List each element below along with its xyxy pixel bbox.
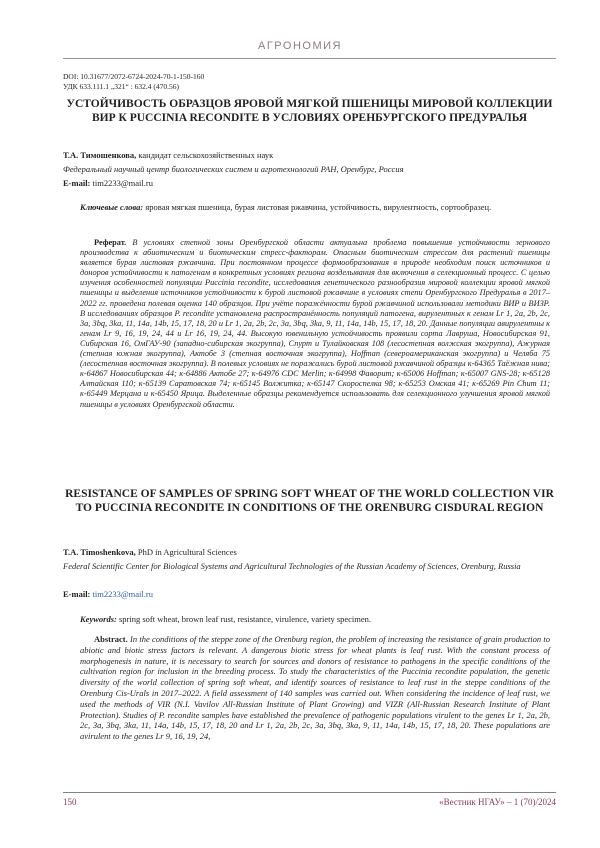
- section-header: АГРОНОМИЯ: [258, 40, 342, 52]
- affiliation-en: Federal Scientific Center for Biological Systems and Agricultural Technologies of the Russian Academy of Sciences, Orenburg, Russia: [63, 561, 521, 571]
- abstract-text-ru: В условиях степной зоны Оренбургской области актуальна проблема повышения устойчивости зернового производства к абиотическим и биотическим стресс-факторам. Опасным биотическим стрессом для растений пшеницы является бурая листовая ржавчина. При постоянном процессе формообразования в природе необходим поиск источников и доноров устойчивости к патогенам в конкретных условиях региона возделывания для включения в селекционный процесс. С целью изучения особенностей популяции Puccinia recondite, исследования генетического разнообразия мировой коллекции яровой мягкой пшеницы и выделения источников устойчивости к бурой листовой ржавчине в условиях степи Оренбургского Предуралья в 2017–2022 гг. проведена полевая оценка 140 образцов. При учёте поражённости бурой ржавчиной использовали методики ВИР и ВИЗР. В исследованиях образцов P. recondite установлена распространённость популяций патогена, вирулентных к генам Lr 1, 2a, 2b, 2c, 3a, 3bq, 3ka, 11, 14a, 14b, 15, 17, 18, 20 и Lr 1, 2a, 2b, 2c, 3a, 3bq, 3ka, 9, 11, 14a, 14b, 15, 17, 18, 20. Данные популяции авирулентны к генам Lr 9, 16, 19, 24, 44 и Lr 16, 19, 24, 44. Высокую ювенильную устойчивость проявили сорта Лавруша, Новосибирская 91, Сибирская 16, ОмГАУ-90 (западно-сибирская экогруппа), Спурт и Тулайковская 108 (лесостепная волжская экогруппа), Ажурная (степная южная экогруппа), Актобе 3 (степная восточная экогруппа), Hoffman (североамериканская экогруппа) и Челяба 75 (лесостепная восточная экогруппа). В полевых условиях не поражались бурой листовой ржавчиной образцы к-64365 Таёжная нива; к-64867 Новосибирская 44; к-64886 Актобе 27; к-64976 CDC Merlin; к-64998 Фаворит; к-65006 Hoffman; к-65007 GNS-28; к-65128 Алтайская 110; к-65139 Саратовская 74; к-65145 Волжитка; к-65147 Скороспелка 98; к-65253 Омская 41; к-65269 Pin Chum 11; к-65449 Мерцана и к-65450 Ярица. Выделенные образцы рекомендуется использовать для селекционного улучшения яровой мягкой пшеницы в условиях Оренбургской области.: [80, 238, 550, 409]
- email-link-en[interactable]: tim2233@mail.ru: [92, 589, 153, 599]
- header-divider: [63, 58, 556, 59]
- author-name-ru: Т.А. Тимошенкова,: [63, 150, 137, 160]
- abstract-en: [80, 634, 550, 742]
- keywords-text-en: spring soft wheat, brown leaf rust, resistance, virulence, variety specimen.: [116, 614, 372, 624]
- author-en: [63, 547, 556, 558]
- footer-divider: [63, 792, 556, 793]
- author-degree-en: PhD in Agricultural Sciences: [135, 547, 237, 557]
- affiliation-ru: Федеральный научный центр биологических систем и агротехнологий РАН, Оренбург, Россия: [63, 164, 404, 174]
- email-line-ru: [63, 178, 153, 189]
- page-number: 150: [63, 797, 77, 807]
- abstract-label-ru: Реферат.: [94, 238, 127, 247]
- author-name-en: T.A. Timoshenkova,: [63, 547, 136, 557]
- doi: DOI: 10.31677/2072-6724-2024-70-1-150-160: [63, 72, 205, 81]
- keywords-ru: [80, 202, 550, 213]
- author-degree-ru: кандидат сельскохозяйственных наук: [136, 150, 274, 160]
- keywords-label-ru: Ключевые слова:: [80, 202, 144, 212]
- udk-code: УДК 633.111.1 „321“ : 632.4 (470.56): [63, 82, 179, 91]
- email-ru: tim2233@mail.ru: [90, 178, 153, 188]
- author-ru: [63, 150, 556, 161]
- email-line-en: [63, 589, 153, 600]
- email-label-en: E-mail:: [63, 589, 91, 599]
- abstract-text-en: In the conditions of the steppe zone of the Orenburg region, the problem of increasing the resistance of grain production to abiotic and biotic stress factors is relevant. A dangerous biotic stress for wheat plants is leaf rust. With the constant process of morphogenesis in nature, it is necessary to search for sources and donors of resistance to pathogens in the specific conditions of the cultivation region for inclusion in the breeding process. To study the characteristics of the Puccinia recondite population, the genetic diversity of the world collection of spring soft wheat, and identify sources of resistance to leaf rust in the steppe conditions of the Orenburg Cis-Urals in 2017–2022. A field assessment of 140 samples was carried out. When considering the incidence of leaf rust, we used the methods of VIR (N.I. Vavilov All-Russian Institute of Plant Growing) and VIZR (All-Russian Research Institute of Plant Protection). Studies of P. recondite samples have established the prevalence of pathogenic populations virulent to the genes Lr 1, 2a, 2b, 2c, 3a, 3bq, 3ka, 11, 14a, 14b, 15, 17, 18, 20 and Lr 1, 2a, 2b, 2c, 3a, 3bq, 3ka, 9, 11, 14a, 14b, 15, 17, 18, 20. These populations are avirulent to the genes Lr 9, 16, 19, 24,: [80, 634, 550, 742]
- abstract-ru: [80, 238, 550, 410]
- journal-name: «Вестник НГАУ» – 1 (70)/2024: [439, 797, 556, 807]
- abstract-label-en: Abstract.: [94, 634, 128, 644]
- keywords-label-en: Keywords:: [80, 614, 117, 624]
- email-label-ru: E-mail:: [63, 178, 91, 188]
- title-en: RESISTANCE OF SAMPLES OF SPRING SOFT WHEAT OF THE WORLD COLLECTION VIR TO PUCCINIA RECONDITE IN CONDITIONS OF THE ORENBURG CISDURAL REGION: [65, 488, 554, 514]
- keywords-text-ru: яровая мягкая пшеница, бурая листовая ржавчина, устойчивость, вирулентность, сортообразец.: [143, 202, 492, 212]
- title-ru: УСТОЙЧИВОСТЬ ОБРАЗЦОВ ЯРОВОЙ МЯГКОЙ ПШЕНИЦЫ МИРОВОЙ КОЛЛЕКЦИИ ВИР К PUCCINIA RECONDITE В УСЛОВИЯХ ОРЕНБУРГСКОГО ПРЕДУРАЛЬЯ: [66, 98, 553, 124]
- keywords-en: [80, 614, 550, 625]
